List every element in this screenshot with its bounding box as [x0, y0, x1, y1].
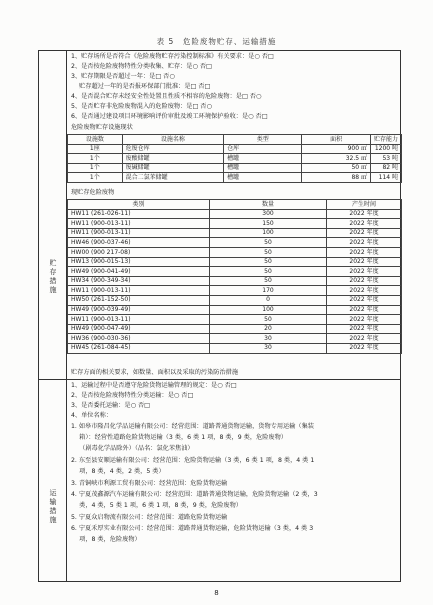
- table-row: [68, 334, 402, 344]
- transport-line: 类，4 类，5 类 1 项，6 类 1 项，8 类，9 类，危险废物）: [71, 502, 242, 509]
- table-cell: 1个: [68, 173, 123, 183]
- table-row: [68, 324, 402, 334]
- table-row: [68, 154, 402, 164]
- table-cell: 20: [210, 324, 327, 334]
- table-cell: 2022 年度: [327, 267, 402, 277]
- table-header-cell: 数量: [210, 200, 327, 210]
- storage-question: 6、是否通过建设项目环境影响评价审批及竣工环境保护验收：是○ 否□: [71, 113, 268, 120]
- storage-side-label: 贮 存 措 施: [49, 259, 57, 294]
- table-header-cell: 设施名称: [122, 135, 223, 145]
- storage-note: 贮存方面的相关要求，如数量、面积以及采取的污染防治措施: [71, 369, 239, 376]
- table-cell: 150: [210, 219, 327, 229]
- table-cell: HW46 (900-037-46): [68, 238, 210, 248]
- table-header-cell: 类别: [68, 200, 210, 210]
- table-row: [68, 238, 402, 248]
- table-cell: 50: [210, 315, 327, 325]
- table-cell: 仓库: [224, 144, 302, 154]
- table-cell: 危废仓库: [122, 144, 223, 154]
- storage-question: 1、贮存场所是否符合《危险废物贮存污染控制标准》有关要求：是○ 否□: [71, 53, 274, 60]
- transport-line: 6. 宁夏禾厚实业有限公司：经营范围：道路普通货物运输，危险货物运输（3 类，4 类 3: [71, 525, 314, 532]
- table-header-cell: 产生时间: [327, 200, 402, 210]
- table-cell: 槽罐: [224, 173, 302, 183]
- transport-line: 1、运输过程中是否遵守危险货物运输管理的规定：是○ 否□: [71, 382, 237, 389]
- table-cell: 1个: [68, 154, 123, 164]
- transport-line: 项，8 类，危险废物）: [71, 536, 141, 543]
- table-cell: 混合二氯苯储罐: [122, 173, 223, 183]
- table-cell: HW11 (900-013-11): [68, 315, 210, 325]
- facility-caption: 危险废物贮存设施现状: [71, 124, 133, 131]
- table-row: [68, 286, 402, 296]
- table-cell: 0: [210, 295, 327, 305]
- table-cell: 2022 年度: [327, 219, 402, 229]
- table-cell: 30: [210, 334, 327, 344]
- table-header-cell: 面积: [302, 135, 371, 145]
- table-row: [68, 209, 402, 219]
- transport-line: 5. 宁夏众启物流有限公司：经营范围：道路危险货物运输: [71, 514, 228, 521]
- table-row: [68, 276, 402, 286]
- transport-line: 4、单位名称：: [71, 412, 113, 419]
- transport-line: 2、是否按危险废物特性分类运输：是○ 否□: [71, 392, 194, 399]
- table-cell: 88 ㎡: [302, 173, 371, 183]
- table-cell: 2022 年度: [327, 334, 402, 344]
- table-cell: HW11 (900-013-11): [68, 219, 210, 229]
- table-cell: HW50 (261-152-50): [68, 295, 210, 305]
- table-header-cell: 贮存能力: [370, 135, 401, 145]
- table-row: [68, 219, 402, 229]
- storage-question: 2、是否按危险废物特性分类收集、贮存：是○ 否□: [71, 63, 212, 70]
- table-cell: 50: [210, 247, 327, 257]
- transport-side-label: 运 输 措 施: [49, 489, 57, 524]
- table-row: [68, 343, 402, 353]
- table-cell: HW34 (900-349-34): [68, 276, 210, 286]
- table-cell: 114 吨: [370, 173, 401, 183]
- table-row: [68, 173, 402, 183]
- table-cell: 2022 年度: [327, 257, 402, 267]
- table-cell: 50: [210, 276, 327, 286]
- waste-table: [67, 199, 402, 354]
- table-cell: 槽罐: [224, 163, 302, 173]
- table-cell: 50: [210, 238, 327, 248]
- table-cell: 2022 年度: [327, 238, 402, 248]
- table-cell: 2022 年度: [327, 324, 402, 334]
- table-cell: 2022 年度: [327, 228, 402, 238]
- table-cell: 2022 年度: [327, 286, 402, 296]
- table-cell: 2022 年度: [327, 247, 402, 257]
- table-cell: 50: [210, 257, 327, 267]
- table-cell: HW49 (900-041-49): [68, 267, 210, 277]
- table-cell: 2022 年度: [327, 209, 402, 219]
- table-cell: 1座: [68, 144, 123, 154]
- table-row: [68, 267, 402, 277]
- table-row: [68, 163, 402, 173]
- table-cell: 170: [210, 286, 327, 296]
- table-cell: 300: [210, 209, 327, 219]
- table-cell: HW11 (900-013-11): [68, 286, 210, 296]
- table-cell: 1200 吨: [370, 144, 401, 154]
- table-cell: 32.5 ㎡: [302, 154, 371, 164]
- facility-table: [67, 134, 402, 183]
- table-cell: HW49 (900-047-49): [68, 324, 210, 334]
- table-cell: HW49 (900-039-49): [68, 305, 210, 315]
- table-header-cell: 类型: [224, 135, 302, 145]
- table-row: [68, 305, 402, 315]
- measures-table: [38, 50, 401, 582]
- transport-line: 3. 青铜峡市利源工贸有限公司：经营范围：危险货物运输: [71, 480, 228, 487]
- table-header-row: [68, 200, 402, 210]
- transport-line: （剧毒化学品除外）（品名：氯化苯焦油）: [71, 445, 194, 452]
- page-number: 8: [214, 589, 219, 597]
- table-cell: HW00 (900 217-08): [68, 247, 210, 257]
- table-row: [68, 315, 402, 325]
- storage-question: 3、贮存期限是否超过一年：是□ 否○: [71, 73, 175, 80]
- table-cell: 2022 年度: [327, 276, 402, 286]
- side-label-column: [39, 51, 67, 581]
- table-cell: 53 吨: [370, 154, 401, 164]
- transport-line: 2. 东至县安顺运输有限公司：经营范围：危险货物运输（3 类，6 类 1 项，8 类，4 类 1: [71, 457, 315, 464]
- transport-line: 1. 如皋市隆昌化学品运输有限公司：经营范围：道路普通货物运输，货物专用运输（集装: [71, 423, 314, 430]
- table-cell: 2022 年度: [327, 305, 402, 315]
- table-row: [68, 247, 402, 257]
- transport-line: 3、是否委托运输：是○ 否□: [71, 402, 151, 409]
- table-cell: 2022 年度: [327, 295, 402, 305]
- table-cell: HW45 (261-084-45): [68, 343, 210, 353]
- table-row: [68, 257, 402, 267]
- table-cell: HW13 (900-015-13): [68, 257, 210, 267]
- transport-line: 箱）：经营性道路危险货物运输（3 类，6 类 1 项，8 类，9 类，危险废物）: [71, 434, 287, 441]
- waste-caption: 现贮存危险废物: [71, 189, 115, 196]
- table-header-cell: 设施数: [68, 135, 123, 145]
- table-cell: 100: [210, 228, 327, 238]
- transport-line: 4. 宁夏茂鑫源汽车运输有限公司：经营范围：道路普通货物运输，危险货物运输（2 类，3: [71, 491, 318, 498]
- page-title: 表 5 危险废物贮存、运输措施: [156, 37, 277, 46]
- table-row: [68, 228, 402, 238]
- table-header-row: [68, 135, 402, 145]
- table-cell: 1个: [68, 163, 123, 173]
- table-cell: 50 ㎡: [302, 163, 371, 173]
- table-cell: HW11 (261-026-11): [68, 209, 210, 219]
- table-cell: 废碱储罐: [122, 163, 223, 173]
- transport-section: [67, 380, 402, 583]
- table-cell: HW11 (900-013-11): [68, 228, 210, 238]
- table-cell: 82 吨: [370, 163, 401, 173]
- table-cell: 50: [210, 267, 327, 277]
- transport-line: 项，8 类，4 类，2 类，5 类）: [71, 468, 165, 475]
- table-cell: 900 ㎡: [302, 144, 371, 154]
- table-cell: 100: [210, 305, 327, 315]
- table-cell: 2022 年度: [327, 343, 402, 353]
- storage-question: 贮存超过一年的是否报环保部门批准：是□ 否□: [71, 83, 211, 90]
- table-cell: HW36 (900-030-36): [68, 334, 210, 344]
- table-row: [68, 144, 402, 154]
- table-cell: 槽罐: [224, 154, 302, 164]
- table-cell: 30: [210, 343, 327, 353]
- table-row: [68, 295, 402, 305]
- table-cell: 2022 年度: [327, 315, 402, 325]
- table-cell: 废酸储罐: [122, 154, 223, 164]
- storage-question: 5、是否贮存非危险废物混入的危险废物：是□ 否○: [71, 103, 212, 110]
- storage-question: 4、是否混合贮存未经安全性处置且性质不相容的危险废物：是□ 否○: [71, 93, 262, 100]
